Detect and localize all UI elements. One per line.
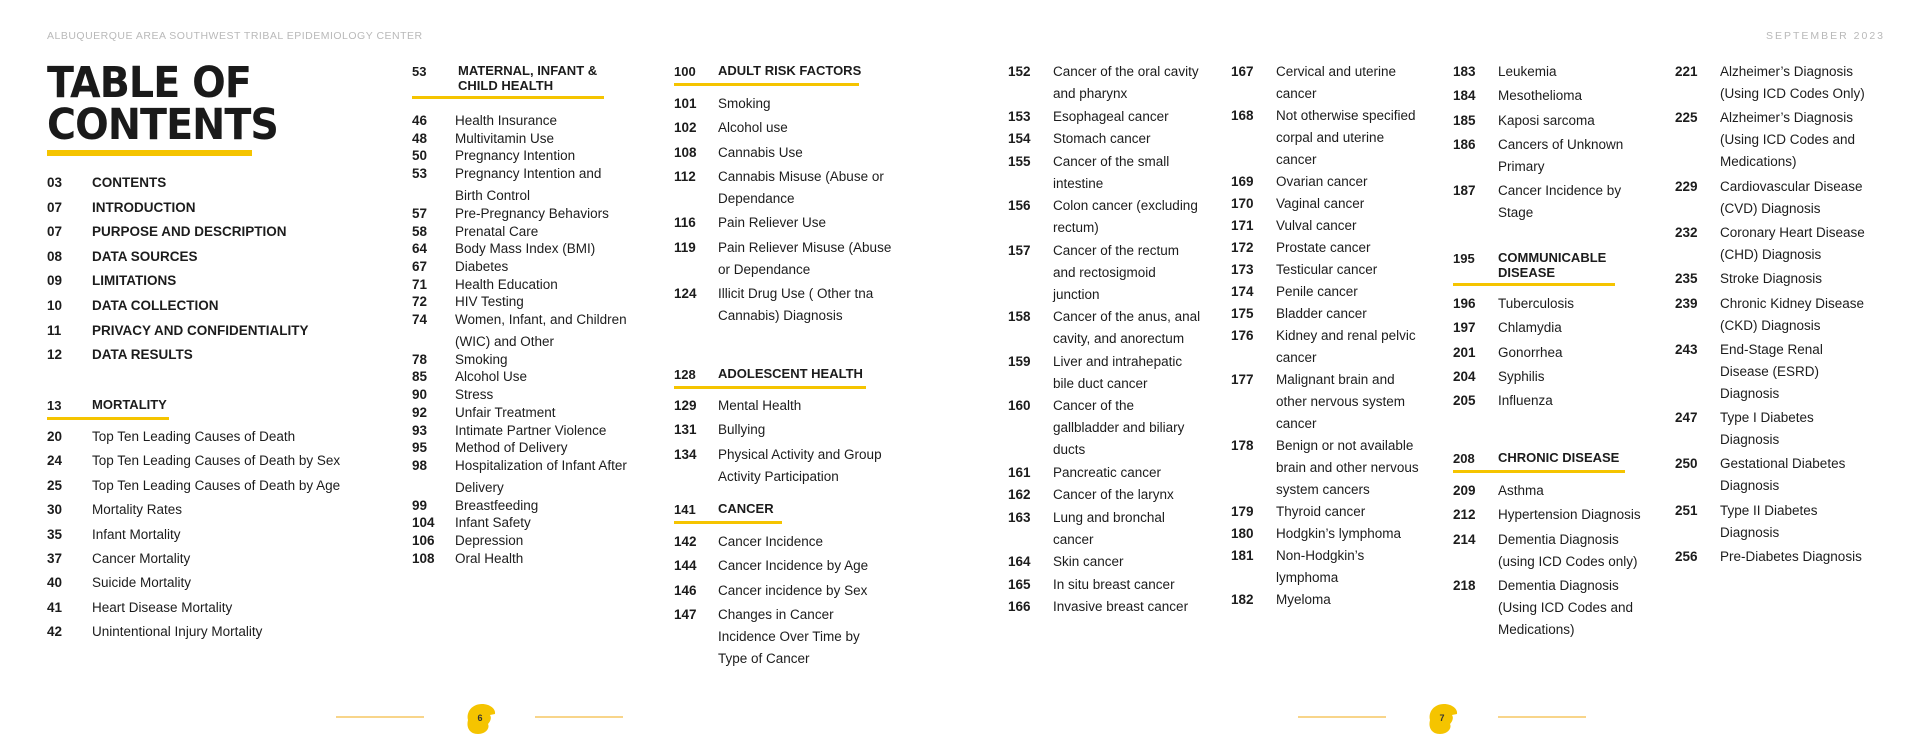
- section-title: MATERNAL, INFANT &: [458, 63, 598, 78]
- toc-entry-label: Pain Reliever Misuse (Abuse: [718, 239, 892, 255]
- toc-entry-label: Body Mass Index (BMI): [455, 241, 596, 257]
- toc-page-number: 71: [412, 276, 428, 292]
- toc-entry-label: Women, Infant, and Children: [455, 312, 627, 327]
- section-title: DISEASE: [1498, 265, 1556, 280]
- toc-entry-label: (using ICD Codes only): [1498, 553, 1638, 569]
- toc-page-number: 106: [412, 533, 435, 548]
- toc-entry-label: Method of Delivery: [455, 440, 568, 456]
- page-rule: [336, 716, 424, 718]
- toc-entry-label: Cancer of the larynx: [1053, 487, 1174, 502]
- toc-entry-label: cancer: [1276, 152, 1317, 167]
- toc-page-number: 67: [412, 258, 428, 274]
- toc-entry-label: Cannabis Misuse (Abuse or: [718, 168, 884, 184]
- toc-page-number: 48: [412, 130, 428, 146]
- toc-entry-label: Asthma: [1498, 483, 1544, 498]
- toc-page-number: 93: [412, 422, 428, 438]
- section-underline: [674, 83, 859, 86]
- toc-entry-label: Malignant brain and: [1276, 372, 1395, 387]
- toc-page-number: 170: [1231, 196, 1254, 211]
- toc-entry-label: Prostate cancer: [1276, 240, 1371, 255]
- toc-entry-label: gallbladder and biliary: [1053, 420, 1185, 435]
- toc-entry-label: Gestational Diabetes: [1720, 456, 1846, 472]
- page-number-left: 6: [477, 713, 483, 723]
- toc-entry-label: Cancer Incidence by Age: [718, 558, 869, 574]
- section-page-number: 208: [1453, 451, 1475, 466]
- toc-page-number: 12: [47, 347, 63, 363]
- toc-entry-label: Pre-Diabetes Diagnosis: [1720, 549, 1862, 564]
- toc-page-number: 90: [412, 387, 428, 403]
- toc-page-number: 173: [1231, 262, 1254, 277]
- toc-page-number: 10: [47, 298, 63, 313]
- toc-page-number: 185: [1453, 112, 1476, 128]
- toc-entry-label: Cancer of the oral cavity: [1053, 64, 1199, 79]
- toc-page-number: 144: [674, 558, 697, 574]
- toc-entry-label: Cancer Incidence: [718, 534, 824, 549]
- toc-entry-label: Disease (ESRD): [1720, 363, 1820, 379]
- toc-page-number: 180: [1231, 526, 1254, 541]
- toc-entry-label: Alzheimer’s Diagnosis: [1720, 110, 1854, 126]
- toc-page-number: 129: [674, 398, 697, 413]
- toc-entry-label: Pre-Pregnancy Behaviors: [455, 205, 609, 221]
- toc-entry-label: Dependance: [718, 190, 795, 206]
- toc-entry-label: (WIC) and Other: [455, 334, 555, 349]
- toc-entry-label: Prenatal Care: [455, 223, 539, 239]
- toc-entry-label: (CVD) Diagnosis: [1720, 200, 1821, 216]
- toc-entry-label: Birth Control: [455, 188, 531, 204]
- toc-page-number: 37: [47, 551, 63, 566]
- toc-entry-label: Diagnosis: [1720, 478, 1780, 494]
- toc-entry-label: DATA RESULTS: [92, 347, 193, 363]
- toc-page-number: 53: [412, 166, 428, 182]
- toc-entry-label: Physical Activity and Group: [718, 446, 882, 462]
- toc-page-number: 153: [1008, 108, 1031, 124]
- section-page-number: 53: [412, 64, 427, 79]
- toc-entry-label: Hospitalization of Infant After: [455, 457, 627, 473]
- toc-page-number: 146: [674, 582, 697, 598]
- toc-entry-label: Type of Cancer: [718, 650, 810, 666]
- toc-page-number: 162: [1008, 487, 1031, 502]
- toc-entry-label: Mortality Rates: [92, 502, 183, 518]
- toc-entry-label: INTRODUCTION: [92, 199, 196, 215]
- toc-page-number: 232: [1675, 224, 1698, 240]
- toc-entry-label: Vaginal cancer: [1276, 196, 1365, 211]
- toc-page-number: 250: [1675, 456, 1698, 472]
- toc-entry-label: Mesothelioma: [1498, 88, 1583, 104]
- toc-page-number: 58: [412, 223, 428, 239]
- page-title: [47, 58, 279, 150]
- toc-page-number: 209: [1453, 483, 1476, 498]
- toc-page-number: 35: [47, 526, 63, 542]
- toc-page-number: 119: [674, 239, 696, 255]
- toc-page-number: 09: [47, 273, 63, 289]
- toc-page-number: 201: [1453, 344, 1476, 360]
- toc-entry-label: Not otherwise specified: [1276, 108, 1416, 123]
- toc-page-number: 42: [47, 624, 63, 640]
- toc-entry-label: Diagnosis: [1720, 524, 1780, 540]
- toc-page-number: 196: [1453, 296, 1476, 311]
- toc-page-number: 163: [1008, 509, 1031, 525]
- toc-page-number: 186: [1453, 136, 1476, 152]
- toc-entry-label: DATA COLLECTION: [92, 298, 219, 313]
- toc-entry-label: cancer: [1053, 531, 1094, 547]
- toc-entry-label: Hypertension Diagnosis: [1498, 507, 1641, 523]
- toc-entry-label: Bladder cancer: [1276, 306, 1367, 321]
- toc-entry-label: Myeloma: [1276, 592, 1331, 607]
- toc-entry-label: lymphoma: [1276, 570, 1339, 585]
- toc-entry-label: LIMITATIONS: [92, 273, 177, 289]
- toc-entry-label: Pregnancy Intention and: [455, 166, 602, 182]
- toc-entry-label: (CKD) Diagnosis: [1720, 317, 1821, 333]
- section-page-number: 141: [674, 502, 696, 517]
- toc-page-number: 159: [1008, 353, 1031, 369]
- toc-page-number: 99: [412, 497, 428, 513]
- toc-entry-label: (Using ICD Codes Only): [1720, 86, 1865, 101]
- section-title: ADULT RISK FACTORS: [718, 63, 862, 78]
- toc-entry-label: Kaposi sarcoma: [1498, 112, 1595, 128]
- toc-page-number: 175: [1231, 306, 1254, 321]
- toc-entry-label: Unfair Treatment: [455, 404, 556, 420]
- toc-entry-label: ducts: [1053, 442, 1086, 457]
- toc-entry-label: cavity, and anorectum: [1053, 331, 1185, 346]
- toc-entry-label: Intimate Partner Violence: [455, 422, 607, 438]
- toc-entry-label: Stomach cancer: [1053, 131, 1151, 146]
- toc-page-number: 102: [674, 120, 697, 136]
- toc-page-number: 178: [1231, 438, 1254, 453]
- section-page-number: 195: [1453, 251, 1475, 266]
- section-title: MORTALITY: [92, 397, 167, 412]
- toc-page-number: 64: [412, 241, 428, 257]
- toc-page-number: 74: [412, 312, 428, 327]
- toc-entry-label: Alcohol use: [718, 120, 788, 136]
- toc-page-number: 116: [674, 215, 696, 231]
- toc-page-number: 30: [47, 502, 63, 518]
- toc-page-number: 158: [1008, 309, 1031, 324]
- toc-page-number: 46: [412, 113, 428, 128]
- toc-entry-label: Infant Mortality: [92, 526, 181, 542]
- toc-entry-label: End-Stage Renal: [1720, 341, 1823, 357]
- toc-entry-label: HIV Testing: [455, 294, 524, 310]
- toc-entry-label: Cancer Mortality: [92, 551, 191, 566]
- toc-page-number: 214: [1453, 531, 1476, 547]
- section-page-number: 13: [47, 398, 62, 413]
- toc-page-number: 247: [1675, 410, 1698, 426]
- toc-entry-label: Cannabis Use: [718, 144, 803, 160]
- toc-page-number: 161: [1008, 464, 1031, 480]
- toc-entry-label: and pharynx: [1053, 86, 1128, 101]
- toc-page-number: 92: [412, 404, 428, 420]
- toc-entry-label: Cancer incidence by Sex: [718, 582, 868, 598]
- toc-entry-label: Heart Disease Mortality: [92, 599, 233, 615]
- toc-entry-label: and rectosigmoid: [1053, 264, 1156, 280]
- toc-page-number: 251: [1675, 502, 1698, 518]
- toc-entry-label: Smoking: [455, 351, 508, 367]
- toc-page-number: 85: [412, 369, 428, 385]
- header-date: SEPTEMBER 2023: [1765, 30, 1885, 42]
- toc-entry-label: Tuberculosis: [1498, 296, 1575, 311]
- section-title: ADOLESCENT HEALTH: [718, 366, 863, 381]
- toc-entry-label: Diabetes: [455, 258, 509, 274]
- toc-entry-label: Cardiovascular Disease: [1720, 178, 1863, 194]
- section-underline: [674, 386, 866, 389]
- page-rule: [1498, 716, 1586, 718]
- toc-page-number: 171: [1231, 218, 1254, 233]
- toc-entry-label: Kidney and renal pelvic: [1276, 328, 1416, 343]
- toc-page-number: 03: [47, 175, 63, 190]
- toc-entry-label: Suicide Mortality: [92, 575, 192, 591]
- toc-entry-label: (Using ICD Codes and: [1720, 132, 1856, 148]
- title-line-2: CONTENTS: [47, 100, 279, 150]
- section-underline: [1453, 283, 1615, 286]
- toc-entry-label: Esophageal cancer: [1053, 108, 1169, 124]
- toc-entry-label: other nervous system: [1276, 394, 1406, 409]
- toc-page-number: 243: [1675, 341, 1698, 357]
- toc-entry-label: Dementia Diagnosis: [1498, 531, 1619, 547]
- toc-page-number: 104: [412, 515, 435, 531]
- toc-entry-label: Oral Health: [455, 550, 524, 566]
- toc-page-number: 225: [1675, 110, 1698, 126]
- toc-page-number: 179: [1231, 504, 1254, 519]
- toc-page-number: 182: [1231, 592, 1254, 607]
- section-page-number: 100: [674, 64, 696, 79]
- toc-entry-label: Dementia Diagnosis: [1498, 577, 1619, 593]
- toc-page-number: 57: [412, 205, 428, 221]
- toc-page-number: 07: [47, 224, 63, 240]
- toc-entry-label: Multivitamin Use: [455, 130, 555, 146]
- toc-page-number: 41: [47, 599, 63, 615]
- toc-entry-label: PRIVACY AND CONFIDENTIALITY: [92, 322, 309, 338]
- toc-page-number: 108: [412, 550, 435, 566]
- toc-entry-label: DATA SOURCES: [92, 248, 198, 264]
- toc-entry-label: Syphilis: [1498, 368, 1545, 384]
- toc-entry-label: Stress: [455, 387, 494, 403]
- toc-entry-label: Leukemia: [1498, 64, 1557, 79]
- toc-entry-label: Gonorrhea: [1498, 344, 1563, 360]
- toc-page-number: 112: [674, 168, 696, 184]
- toc-entry-label: Benign or not available: [1276, 438, 1414, 453]
- toc-entry-label: Changes in Cancer: [718, 606, 834, 622]
- toc-page-number: 07: [47, 199, 63, 215]
- toc-page-number: 101: [674, 96, 697, 111]
- toc-page-number: 72: [412, 294, 428, 310]
- toc-entry-label: Type II Diabetes: [1720, 502, 1818, 518]
- toc-page-number: 184: [1453, 88, 1476, 104]
- toc-entry-label: Smoking: [718, 96, 771, 111]
- toc-page-number: 187: [1453, 183, 1476, 199]
- toc-entry-label: Cancers of Unknown: [1498, 136, 1624, 152]
- toc-entry-label: Cancer of the rectum: [1053, 242, 1180, 258]
- toc-entry-label: CONTENTS: [92, 175, 167, 190]
- toc-entry-label: Testicular cancer: [1276, 262, 1378, 277]
- toc-entry-label: Primary: [1498, 158, 1545, 174]
- toc-page-number: 164: [1008, 554, 1031, 569]
- toc-entry-label: Cannabis) Diagnosis: [718, 307, 843, 323]
- toc-page-number: 168: [1231, 108, 1254, 123]
- toc-entry-label: Pancreatic cancer: [1053, 464, 1162, 480]
- toc-entry-label: brain and other nervous: [1276, 460, 1419, 475]
- title-underline: [47, 150, 252, 156]
- toc-page-number: 152: [1008, 64, 1031, 79]
- toc-entry-label: or Dependance: [718, 261, 811, 277]
- toc-entry-label: Hodgkin’s lymphoma: [1276, 526, 1402, 541]
- toc-page-number: 142: [674, 534, 697, 549]
- section-underline: [674, 521, 782, 524]
- toc-entry-label: cancer: [1276, 86, 1317, 101]
- toc-entry-label: PURPOSE AND DESCRIPTION: [92, 224, 287, 240]
- toc-entry-label: Type I Diabetes: [1720, 410, 1814, 426]
- toc-page-number: 165: [1008, 576, 1031, 592]
- toc-page-number: 24: [47, 453, 63, 469]
- toc-page-number: 172: [1231, 240, 1254, 255]
- toc-page-number: 50: [412, 148, 428, 164]
- toc-page-number: 108: [674, 144, 697, 160]
- page-rule: [535, 716, 623, 718]
- toc-page-number: 212: [1453, 507, 1476, 523]
- toc-entry-label: Incidence Over Time by: [718, 628, 860, 644]
- toc-page-number: 98: [412, 457, 428, 473]
- toc-page-number: 256: [1675, 549, 1698, 564]
- toc-entry-label: Cancer Incidence by: [1498, 183, 1622, 199]
- toc-entry-label: Diagnosis: [1720, 385, 1780, 401]
- toc-entry-label: Vulval cancer: [1276, 218, 1357, 233]
- toc-entry-label: Thyroid cancer: [1276, 504, 1366, 519]
- toc-entry-label: Invasive breast cancer: [1053, 599, 1189, 614]
- section-underline: [47, 417, 169, 420]
- section-title: CHILD HEALTH: [458, 78, 554, 93]
- toc-page-number: 167: [1231, 64, 1254, 79]
- toc-page-number: 174: [1231, 284, 1254, 299]
- toc-entry-label: Alzheimer’s Diagnosis: [1720, 64, 1854, 79]
- header-org: ALBUQUERQUE AREA SOUTHWEST TRIBAL EPIDEMIOLOGY CENTER: [47, 30, 423, 42]
- toc-entry-label: Health Insurance: [455, 113, 558, 128]
- toc-page-number: 156: [1008, 198, 1031, 213]
- title-line-1: TABLE OF: [47, 58, 251, 108]
- section-title: CANCER: [718, 501, 774, 516]
- section-page-number: 128: [674, 367, 696, 382]
- toc-entry-label: Medications): [1498, 621, 1575, 637]
- toc-page-number: 229: [1675, 178, 1698, 194]
- toc-entry-label: Depression: [455, 533, 524, 548]
- toc-page-number: 176: [1231, 328, 1254, 343]
- toc-entry-label: corpal and uterine: [1276, 130, 1385, 145]
- section-underline: [1453, 470, 1625, 473]
- toc-entry-label: Top Ten Leading Causes of Death by Age: [92, 477, 341, 493]
- toc-page-number: 160: [1008, 398, 1031, 413]
- toc-entry-label: (CHD) Diagnosis: [1720, 246, 1822, 262]
- toc-page-number: 183: [1453, 64, 1476, 79]
- toc-entry-label: Top Ten Leading Causes of Death by Sex: [92, 453, 341, 469]
- toc-page-number: 205: [1453, 393, 1476, 409]
- toc-entry-label: system cancers: [1276, 482, 1370, 497]
- toc-page-number: 131: [674, 422, 697, 438]
- toc-entry-label: Stroke Diagnosis: [1720, 271, 1823, 287]
- toc-entry-label: Colon cancer (excluding: [1053, 198, 1198, 213]
- toc-page-number: 11: [47, 322, 62, 338]
- toc-entry-label: (Using ICD Codes and: [1498, 599, 1634, 615]
- section-underline: [412, 96, 604, 99]
- toc-entry-label: cancer: [1276, 350, 1317, 365]
- toc-page-number: 40: [47, 575, 63, 591]
- toc-page-number: 155: [1008, 153, 1031, 169]
- toc-entry-label: Skin cancer: [1053, 554, 1124, 569]
- toc-page-number: 20: [47, 429, 63, 444]
- toc-entry-label: Cancer of the small: [1053, 153, 1170, 169]
- toc-page-number: 78: [412, 351, 428, 367]
- toc-entry-label: Influenza: [1498, 393, 1553, 409]
- section-title: CHRONIC DISEASE: [1498, 450, 1620, 465]
- toc-entry-label: Infant Safety: [455, 515, 531, 531]
- toc-entry-label: Chlamydia: [1498, 320, 1562, 336]
- toc-page-number: 157: [1008, 242, 1031, 258]
- toc-entry-label: Alcohol Use: [455, 369, 528, 385]
- toc-entry-label: bile duct cancer: [1053, 375, 1148, 391]
- page-number-right: 7: [1439, 713, 1445, 723]
- toc-page-number: 235: [1675, 271, 1698, 287]
- toc-entry-label: rectum): [1053, 220, 1099, 235]
- toc-entry-label: Top Ten Leading Causes of Death: [92, 429, 296, 444]
- toc-entry-label: Delivery: [455, 479, 504, 495]
- toc-page-number: 134: [674, 446, 697, 462]
- toc-entry-label: junction: [1053, 286, 1100, 302]
- toc-entry-label: Diagnosis: [1720, 432, 1780, 448]
- toc-entry-label: Non-Hodgkin’s: [1276, 548, 1365, 563]
- toc-entry-label: Cervical and uterine: [1276, 64, 1397, 79]
- toc-page-number: 181: [1231, 548, 1254, 563]
- toc-entry-label: Ovarian cancer: [1276, 174, 1368, 189]
- toc-entry-label: Unintentional Injury Mortality: [92, 624, 263, 640]
- toc-page-number: 169: [1231, 174, 1254, 189]
- toc-page-number: 08: [47, 248, 63, 264]
- toc-page-number: 177: [1231, 372, 1254, 387]
- toc-page-number: 25: [47, 477, 63, 493]
- toc-entry-label: Penile cancer: [1276, 284, 1358, 299]
- toc-entry-label: Pain Reliever Use: [718, 215, 827, 231]
- toc-entry-label: Bullying: [718, 422, 766, 438]
- toc-entry-label: Pregnancy Intention: [455, 148, 576, 164]
- toc-entry-label: Mental Health: [718, 398, 802, 413]
- toc-entry-label: cancer: [1276, 416, 1317, 431]
- toc-page-number: 95: [412, 440, 428, 456]
- toc-entry-label: Chronic Kidney Disease: [1720, 295, 1865, 311]
- toc-entry-label: Activity Participation: [718, 468, 839, 484]
- toc-page-number: 218: [1453, 577, 1476, 593]
- toc-entry-label: Illicit Drug Use ( Other tna: [718, 285, 874, 301]
- toc-entry-label: intestine: [1053, 175, 1104, 191]
- toc-entry-label: Lung and bronchal: [1053, 509, 1165, 525]
- toc-entry-label: Health Education: [455, 276, 558, 292]
- toc-page-number: 197: [1453, 320, 1476, 336]
- toc-page-number: 221: [1675, 64, 1698, 79]
- toc-entry-label: Stage: [1498, 205, 1534, 221]
- toc-entry-label: Breastfeeding: [455, 497, 539, 513]
- toc-page-number: 239: [1675, 295, 1698, 311]
- toc-entry-label: Liver and intrahepatic: [1053, 353, 1183, 369]
- toc-entry-label: Coronary Heart Disease: [1720, 224, 1865, 240]
- toc-entry-label: In situ breast cancer: [1053, 576, 1175, 592]
- section-title: COMMUNICABLE: [1498, 250, 1607, 265]
- toc-page-number: 166: [1008, 599, 1031, 614]
- toc-entry-label: Medications): [1720, 154, 1797, 170]
- toc-page-number: 204: [1453, 368, 1476, 384]
- page-rule: [1298, 716, 1386, 718]
- toc-entry-label: Cancer of the: [1053, 398, 1135, 413]
- toc-entry-label: Cancer of the anus, anal: [1053, 309, 1201, 324]
- toc-page-number: 147: [674, 606, 697, 622]
- toc-page-number: 154: [1008, 131, 1031, 146]
- toc-page-number: 124: [674, 285, 697, 301]
